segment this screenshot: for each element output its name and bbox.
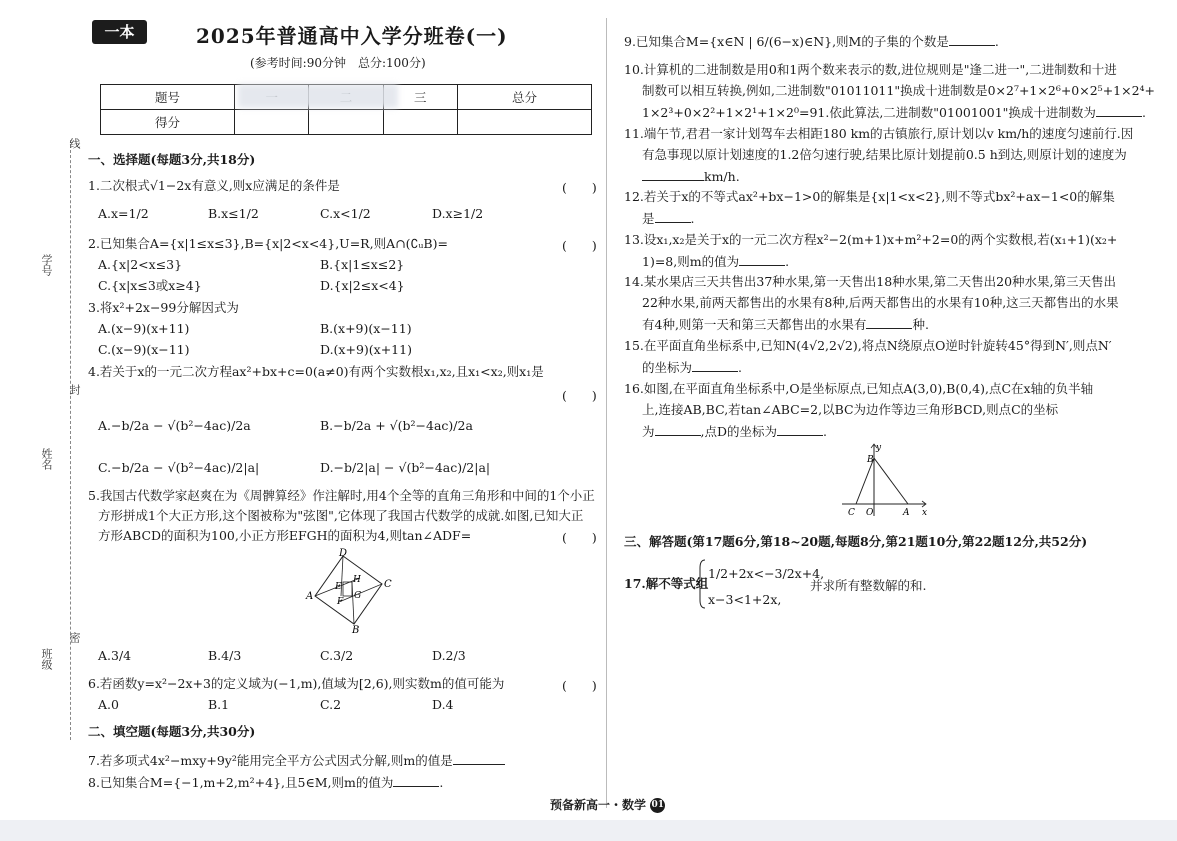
q16-line-2: 上,连接AB,BC,若tan∠ABC=2,以BC为边作等边三角形BCD,则点C的坐标 [642,402,1059,417]
q15-line-2: 的坐标为 . [642,360,742,375]
q5-option-b: B.4/3 [208,648,242,663]
q10-line-1: 10.计算机的二进制数是用0和1两个数来表示的数,进位规则是"逢二进一",二进制数和十进 [624,62,1117,77]
q14-line-2: 22种水果,前两天都售出的水果有8种,后两天都售出的水果有10种,这三天都售出的水果 [642,295,1119,310]
label-c: C [384,579,392,590]
answer-blank[interactable] [739,253,785,266]
answer-blank[interactable] [692,359,738,372]
label-h: H [353,575,361,585]
section3-title: 三、解答题(第17题6分,第18~20题,每题8分,第21题10分,第22题12分,共52分) [624,534,1088,549]
binding-label-line: 线 [68,138,81,149]
answer-blank[interactable] [642,168,704,181]
score-header-cell: 题号 [101,85,235,110]
q17-suffix: 并求所有整数解的和. [810,578,927,593]
answer-blank[interactable] [777,423,823,436]
q5-stem-1: 5.我国古代数学家赵爽在为《周髀算经》作注解时,用4个全等的直角三角形和中间的1个小正 [88,488,595,503]
q12-line-1: 12.若关于x的不等式ax²+bx−1>0的解集是{x|1<x<2},则不等式bx²+ax−1<0的解集 [624,189,1115,204]
q13-line-1: 13.设x₁,x₂是关于x的一元二次方程x²−2(m+1)x+m²+2=0的两个实数根,若(x₁+1)(x₂+ [624,232,1118,247]
q2-option-d: D.{x|2≤x<4} [320,278,405,293]
q11-line-2: 有急事现以原计划速度的1.2倍匀速行驶,结果比原计划提前0.5 h到达,则原计划的速度为 [642,147,1127,162]
q16-line-3: 为 ,点D的坐标为 . [642,424,827,439]
q1-stem: 1.二次根式√1−2x有意义,则x应满足的条件是 [88,178,340,193]
q9-stem: 9.已知集合M={x∈N | 6/(6−x)∈N},则M的子集的个数是 . [624,34,999,49]
q17-inequality-1: 1/2+2x<−3/2x+4, [708,566,825,581]
answer-blank[interactable] [866,316,912,329]
q6-option-b: B.1 [208,697,230,712]
q6-option-d: D.4 [432,697,454,712]
q12-line-2: 是 . [642,211,695,226]
answer-paren: ( ) [562,388,597,403]
q5-option-d: D.2/3 [432,648,466,663]
score-cell[interactable] [235,110,309,135]
q4-option-c: C.−b/2a − √(b²−4ac)/2|a| [98,460,260,475]
q14-line-1: 14.某水果店三天共售出37种水果,第一天售出18种水果,第二天售出20种水果,第三天售出 [624,274,1117,289]
q3-option-d: D.(x+9)(x+11) [320,342,412,357]
score-cell[interactable] [457,110,591,135]
answer-paren: ( ) [562,180,597,195]
blur-overlay [238,84,398,108]
label-b: B [867,455,874,465]
q7-stem: 7.若多项式4x²−mxy+9y²能用完全平方公式因式分解,则m的值是 [88,752,505,769]
q10-line-3: 1×2³+0×2²+1×2¹+1×2⁰=91.依此算法,二进制数"01001001"换成十进制数为 . [642,105,1146,120]
label-g: G [354,591,362,601]
answer-blank[interactable] [655,210,691,223]
answer-blank[interactable] [655,423,701,436]
label-a: A [306,591,314,602]
page-subtitle: (参考时间:90分钟 总分:100分) [250,56,426,70]
q6-stem: 6.若函数y=x²−2x+3的定义域为(−1,m),值域为[2,6),则实数m的值可能为 [88,676,505,691]
q3-stem: 3.将x²+2x−99分解因式为 [88,300,239,315]
q14-line-3: 有4种,则第一天和第三天都售出的水果有 种. [642,317,929,332]
section1-title: 一、选择题(每题3分,共18分) [88,152,256,167]
q6-option-a: A.0 [98,697,119,712]
page-title: 2025年普通高中入学分班卷(一) [196,24,508,48]
q11-line-3: km/h. [642,168,740,185]
label-x: x [922,508,928,518]
binding-label-name: 姓名 [40,448,53,470]
label-a: A [903,508,910,518]
q4-option-d: D.−b/2|a| − √(b²−4ac)/2|a| [320,460,491,475]
q5-stem-2: 方形拼成1个大正方形,这个图被称为"弦图",它体现了我国古代数学的成就.如图,已知大正 [98,508,584,523]
q4-stem: 4.若关于x的一元二次方程ax²+bx+c=0(a≠0)有两个实数根x₁,x₂,且x₁<x₂,则x₁是 [88,364,544,379]
q1-option-b: B.x≤1/2 [208,206,259,221]
label-y: y [876,443,882,453]
label-d: D [339,548,348,559]
page-number: 01 [650,798,665,813]
q4-option-b: B.−b/2a + √(b²−4ac)/2a [320,418,473,433]
score-header-cell: 三 [383,85,457,110]
binding-label-class: 班级 [40,648,53,670]
brand-badge: 一本 [92,20,147,44]
answer-paren: ( ) [562,678,597,693]
q17-prefix: 17.解不等式组 [624,576,709,591]
q2-option-b: B.{x|1≤x≤2} [320,257,405,272]
bottom-band [0,820,1177,841]
q11-line-1: 11.端午节,君君一家计划驾车去相距180 km的古镇旅行,原计划以v km/h的速度匀速前行.因 [624,126,1134,141]
label-e: E [335,582,342,592]
score-label-cell: 得分 [101,110,235,135]
q15-line-1: 15.在平面直角坐标系中,已知N(4√2,2√2),将点N绕原点O逆时针旋转45°得到N′,则点N′ [624,338,1112,353]
q5-option-c: C.3/2 [320,648,354,663]
q13-line-2: 1)=8,则m的值为 . [642,254,790,269]
q1-option-c: C.x<1/2 [320,206,371,221]
label-f: F [337,597,344,607]
q16-line-1: 16.如图,在平面直角坐标系中,O是坐标原点,已知点A(3,0),B(0,4),点C在x轴的负半轴 [624,381,1094,396]
score-cell[interactable] [309,110,383,135]
q2-option-a: A.{x|2<x≤3} [98,257,183,272]
score-header-cell: 总分 [457,85,591,110]
q5-stem-3: 方形ABCD的面积为100,小正方形EFGH的面积为4,则tan∠ADF= [98,528,472,543]
binding-label-seal: 封 [68,384,81,395]
coordinate-diagram [836,440,932,520]
answer-paren: ( ) [562,238,597,253]
q17-inequality-2: x−3<1+2x, [708,592,782,607]
zhao-shuang-diagram [300,548,396,634]
section2-title: 二、填空题(每题3分,共30分) [88,724,256,739]
answer-paren: ( ) [562,530,597,545]
q3-option-b: B.(x+9)(x−11) [320,321,412,336]
q8-stem: 8.已知集合M={−1,m+2,m²+4},且5∈M,则m的值为 . [88,775,444,790]
page-footer [550,796,665,813]
q1-option-a: A.x=1/2 [98,206,149,221]
binding-line [70,140,71,740]
answer-blank[interactable] [453,752,505,765]
label-b: B [352,625,360,634]
q2-option-c: C.{x|x≤3或x≥4} [98,278,202,293]
column-divider [606,18,607,808]
answer-blank[interactable] [949,33,995,46]
label-c: C [848,508,855,518]
binding-label-secret: 密 [68,632,81,643]
q4-option-a: A.−b/2a − √(b²−4ac)/2a [98,418,251,433]
binding-label-student-id: 学号 [40,254,53,276]
label-o: O [866,508,874,518]
score-cell[interactable] [383,110,457,135]
q2-stem: 2.已知集合A={x|1≤x≤3},B={x|2<x<4},U=R,则A∩(∁ᵤB)= [88,236,448,251]
q5-option-a: A.3/4 [98,648,132,663]
q3-option-a: A.(x−9)(x+11) [98,321,190,336]
q1-option-d: D.x≥1/2 [432,206,484,221]
system-brace [697,558,707,610]
q3-option-c: C.(x−9)(x−11) [98,342,190,357]
answer-blank[interactable] [1096,104,1142,117]
footer-text: 预备新高一・数学 [550,798,647,812]
answer-blank[interactable] [393,774,439,787]
q10-line-2: 制数可以相互转换,例如,二进制数"01011011"换成十进制数是0×2⁷+1×2⁶+0×2⁵+1×2⁴+ [642,83,1156,98]
q6-option-c: C.2 [320,697,342,712]
